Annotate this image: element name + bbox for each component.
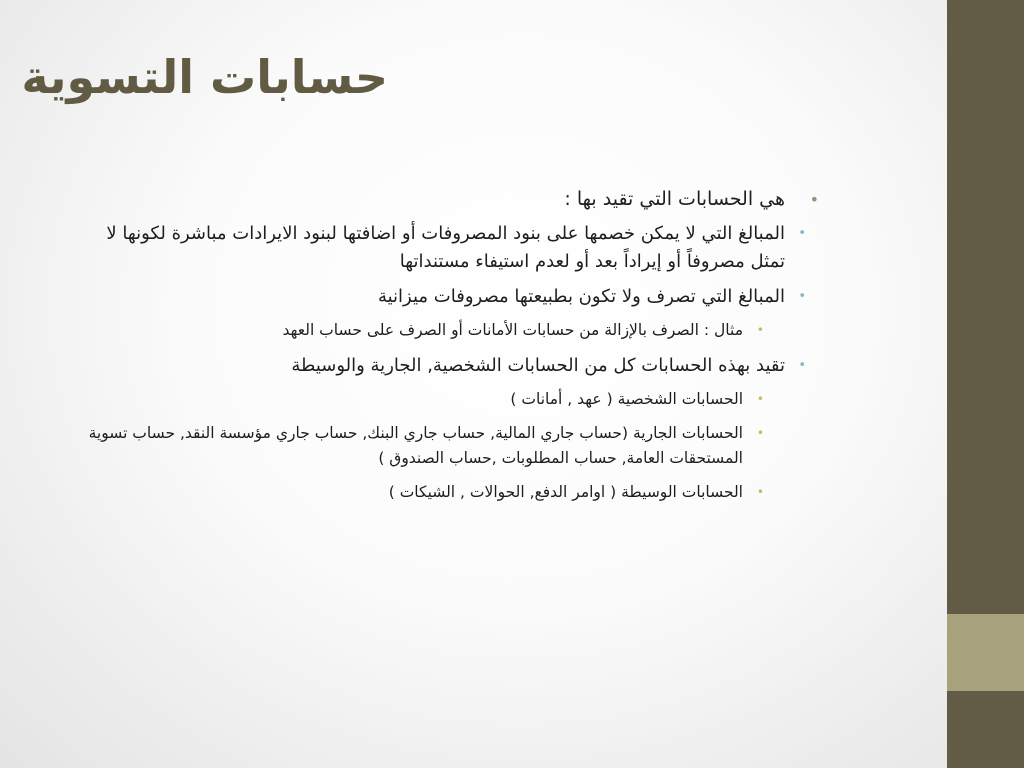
bullet-item-level3 [25, 480, 785, 505]
bullet-item-level2 [25, 283, 806, 311]
bullet-icon: • [756, 485, 764, 499]
slide-title: حسابات التسوية [21, 50, 388, 104]
bullet-icon: • [756, 426, 764, 440]
bullet-icon: • [798, 358, 806, 373]
bullet-text: تقيد بهذه الحسابات كل من الحسابات الشخصية, الجارية والوسيطة [291, 355, 785, 376]
bullet-text: مثال : الصرف بالإزالة من حسابات الأمانات أو الصرف على حساب العهد [282, 321, 743, 339]
bullet-item-level3 [25, 318, 785, 343]
bullet-icon: • [809, 190, 819, 209]
bullet-text: الحسابات الجارية (حساب جاري المالية, حساب جاري البنك, حساب جاري مؤسسة النقد, حساب تسوية المستحقات العامة, حساب المطلوبات ,حساب الصندوق ) [88, 424, 743, 467]
bullet-text: هي الحسابات التي تقيد بها : [564, 188, 785, 210]
bullet-text: الحسابات الشخصية ( عهد , أمانات ) [510, 390, 743, 408]
side-decoration-accent [947, 614, 1024, 691]
bullet-icon: • [798, 289, 806, 304]
bullet-item-level3 [63, 421, 785, 471]
bullet-text: الحسابات الوسيطة ( اوامر الدفع, الحوالات , الشيكات ) [388, 483, 743, 501]
bullet-text: المبالغ التي تصرف ولا تكون بطبيعتها مصروفات ميزانية [377, 286, 785, 307]
bullet-item-level1 [25, 186, 819, 213]
bullet-icon: • [756, 392, 764, 406]
bullet-item-level3 [25, 387, 785, 412]
bullet-text: المبالغ التي لا يمكن خصمها على بنود المصروفات أو اضافتها لبنود الايرادات مباشرة لكونها لا تمثل مصروفاً أو إيراداً بعد أو لعدم استيفاء مستنداتها [106, 223, 785, 272]
bullet-item-level2 [25, 352, 806, 380]
slide-body [25, 186, 819, 514]
bullet-icon: • [756, 323, 764, 337]
bullet-item-level2 [77, 220, 806, 276]
bullet-icon: • [798, 226, 806, 241]
